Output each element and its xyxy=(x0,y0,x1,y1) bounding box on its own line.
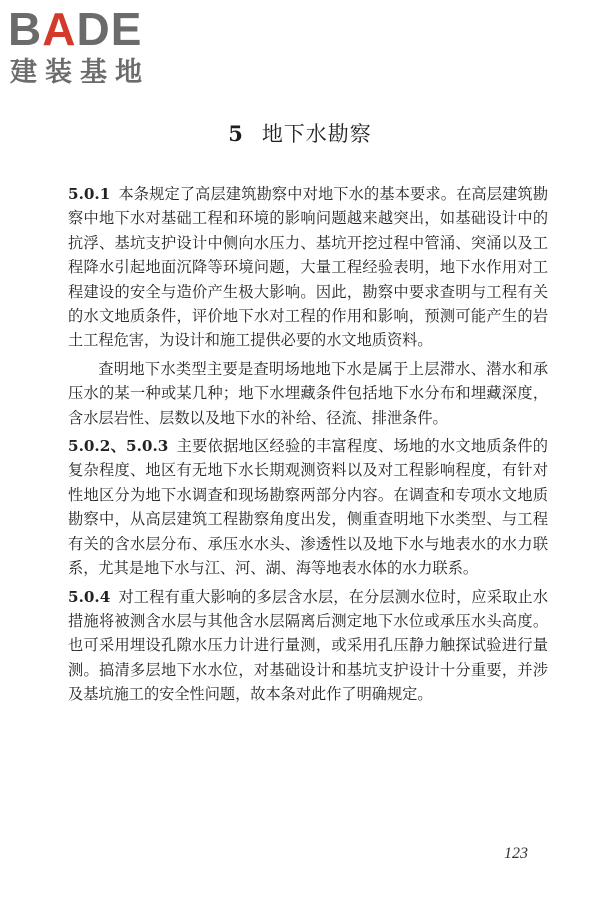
paragraph-5-0-1 xyxy=(68,182,548,353)
paragraph-text: 查明地下水类型主要是查明场地地下水是属于上层滞水、潜水和承压水的某一种或某几种；地下水埋藏条件包括地下水分布和埋藏深度，含水层岩性、层数以及地下水的补给、径流、排泄条件。 xyxy=(68,359,548,427)
logo-subtitle: 建装基地 xyxy=(10,57,150,88)
clause-number: 5.0.2、5.0.3 xyxy=(68,437,169,456)
document-body xyxy=(68,182,548,711)
clause-number: 5.0.4 xyxy=(68,587,111,606)
logo-letter-b: B xyxy=(8,3,43,55)
paragraph-5-0-4 xyxy=(68,585,548,707)
clause-number: 5.0.1 xyxy=(68,185,111,203)
paragraph-groundwater-type xyxy=(68,357,548,430)
paragraph-text: 对工程有重大影响的多层含水层，在分层测水位时，应采取止水措施将被测含水层与其他含水层隔离后测定地下水位或承压水头高度。也可采用埋设孔隙水压力计进行量测，或采用孔压静力触探试验进行量测。搞清多层地下水水位，对基础设计和基坑支护设计十分重要，并涉及基坑施工的安全性问题，故本条对此作了明确规定。 xyxy=(68,587,548,704)
paragraph-5-0-2-5-0-3 xyxy=(68,434,548,580)
logo-letter-a: A xyxy=(42,3,77,55)
bade-logo xyxy=(8,4,178,94)
chapter-heading xyxy=(0,118,600,148)
logo-letters-de: DE xyxy=(76,3,143,55)
paragraph-text: 主要依据地区经验的丰富程度、场地的水文地质条件的复杂程度、地区有无地下水长期观测资料以及对工程影响程度，有针对性地区分为地下水调查和现场勘察两部分内容。在调查和专项水文地质勘察中，从高层建筑工程勘察角度出发，侧重查明地下水类型、与工程有关的含水层分布、承压水水头、渗透性以及地下水与地表水的水力联系，尤其是地下水与江、河、湖、海等地表水体的水力联系。 xyxy=(68,437,548,578)
logo-wordmark xyxy=(8,4,142,54)
chapter-title: 地下水勘察 xyxy=(261,122,372,146)
chapter-number: 5 xyxy=(228,121,244,146)
paragraph-text: 本条规定了高层建筑勘察中对地下水的基本要求。在高层建筑勘察中地下水对基础工程和环境的影响问题越来越突出，如基础设计中的抗浮、基坑支护设计中侧向水压力、基坑开挖过程中管涌、突涌以及工程降水引起地面沉降等环境问题，大量工程经验表明，地下水作用对工程建设的安全与造价产生极大影响。因此，勘察中要求查明与工程有关的水文地质条件，评价地下水对工程的作用和影响，预测可能产生的岩土工程危害，为设计和施工提供必要的水文地质资料。 xyxy=(68,185,548,350)
page-number: 123 xyxy=(504,845,528,862)
